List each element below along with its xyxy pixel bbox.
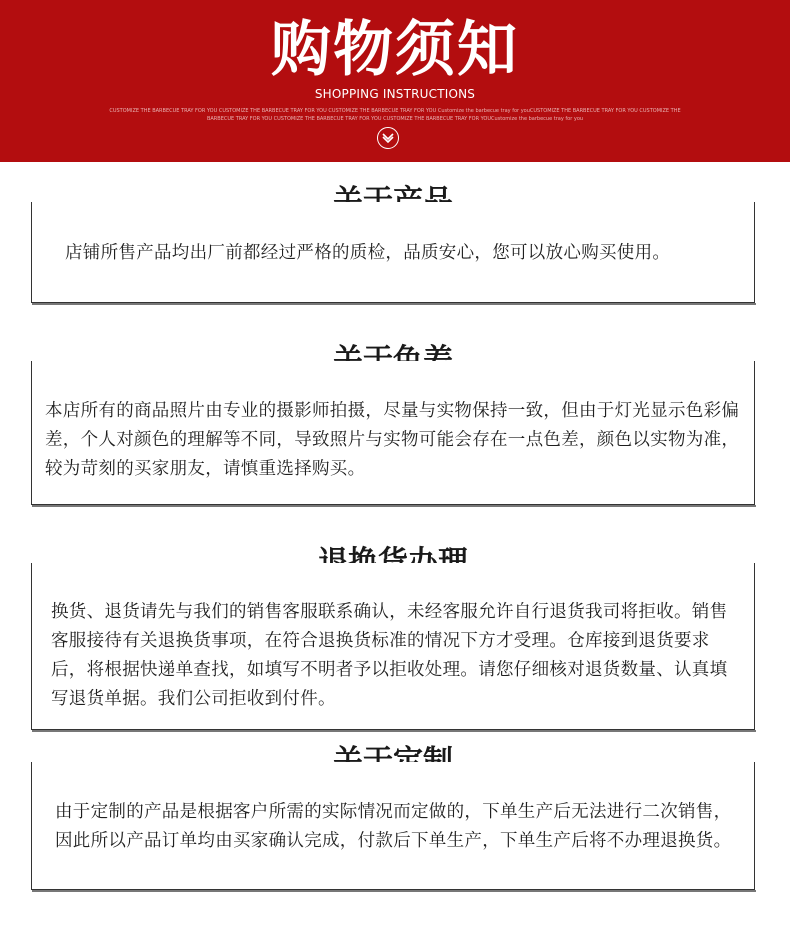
page-title: 购物须知 [271,15,519,85]
section-text: 店铺所售产品均出厂前都经过严格的质检，品质安心，您可以放心购买使用。 [65,243,671,263]
section-text: 本店所有的商品照片由专业的摄影师拍摄，尽量与实物保持一致，但由于灯光显示色彩偏差，个人对颜色的理解等不同，导致照片与实物可能会存在一点色差，颜色以实物为准，较为苛刻的买家朋友，请慎重选择购买。 [45,401,740,479]
header-banner [0,0,790,162]
chevron-down-circle-icon[interactable] [377,127,399,149]
chevron-down-icon [382,133,394,143]
decorative-tagline: CUSTOMIZE THE BARBECUE TRAY FOR YOU CUSTOMIZE THE BARBECUE TRAY FOR YOU CUSTOMIZE THE BARBECUE TRAY FOR YOU Customize the barbecue tray for youCUSTOMIZE THE BARBECUE TRAY FOR YOU CUSTOMIZE THE BARBECUE TRAY FOR YOU CUSTOMIZE THE BARBECUE TRAY FOR YOU CUSTOMIZE THE BARBECUE TRAY FOR YOUCustomize the barbecue tray for you [109,108,681,122]
page-subtitle: SHOPPING INSTRUCTIONS [314,87,476,101]
section-text: 由于定制的产品是根据客户所需的实际情况而定做的，下单生产后无法进行二次销售，因此所以产品订单均由买家确认完成，付款后下单生产，下单生产后将不办理退换货。 [55,802,732,851]
section-text: 换货、退货请先与我们的销售客服联系确认，未经客服允许自行退货我司将拒收。销售客服接待有关退换货事项，在符合退换货标准的情况下方才受理。仓库接到退货要求后，将根据快递单查找，如填写不明者予以拒收处理。请您仔细核对退货数量、认真填写退货单据。我们公司拒收到付件。 [51,602,728,709]
